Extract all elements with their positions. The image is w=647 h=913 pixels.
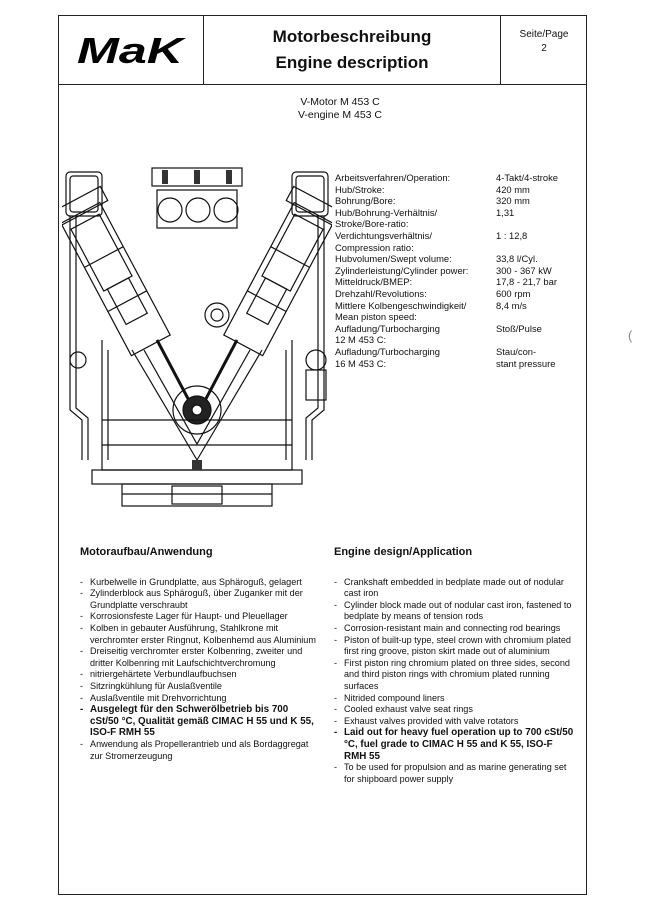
list-item: - nitriergehärtete Verbundlaufbuchsen <box>80 669 318 681</box>
header-title <box>204 15 501 84</box>
page-label: Seite/Page <box>519 29 569 40</box>
feature-list-german <box>80 577 318 763</box>
spec-row <box>335 253 585 265</box>
engine-model-de: V-Motor M 453 C <box>300 96 380 108</box>
section-heading-german: Motoraufbau/Anwendung <box>80 546 213 558</box>
spec-table <box>335 172 585 369</box>
list-item: - Cylinder block made out of nodular cast iron, fastened to bedplate by means of tension rods <box>334 600 574 623</box>
spec-value: 420 mm <box>496 183 530 195</box>
section-german <box>80 547 318 762</box>
engine-cross-section-drawing <box>62 160 332 510</box>
list-item-highlight: - Laid out for heavy fuel operation up to 700 cSt/50 °C, fuel grade to CIMAC H 55 and K 55, ISO-F RMH 55 <box>334 727 574 762</box>
spec-label: Aufladung/Turbocharging <box>335 322 440 334</box>
list-item: - Corrosion-resistant main and connecting rod bearings <box>334 623 574 635</box>
spec-value: 600 rpm <box>496 287 531 299</box>
spec-label: Hub/Bohrung-Verhältnis/ <box>335 206 438 218</box>
spec-label: Bohrung/Bore: <box>335 195 396 207</box>
list-item: - Korrosionsfeste Lager für Haupt- und Pleuellager <box>80 611 318 623</box>
spec-value: 4-Takt/4-stroke <box>496 172 558 183</box>
spec-label: Stroke/Bore-ratio: <box>335 218 409 230</box>
spec-value <box>496 242 585 254</box>
spec-label: 16 M 453 C: <box>335 357 387 369</box>
spec-label: Compression ratio: <box>335 241 414 253</box>
list-item: - To be used for propulsion and as marine generating set for shipboard power supply <box>334 762 574 785</box>
list-item: - Anwendung als Propellerantrieb und als Bordaggregat zur Stromerzeugung <box>80 739 318 762</box>
list-item: - Sitzringkühlung für Auslaßventile <box>80 681 318 693</box>
spec-label: Aufladung/Turbocharging <box>335 345 440 357</box>
list-item: - Auslaßventile mit Drehvorrichtung <box>80 693 318 705</box>
spec-row <box>335 242 585 254</box>
spec-label: Verdichtungsverhältnis/ <box>335 229 432 241</box>
spec-label: Mean piston speed: <box>335 311 417 323</box>
spec-row <box>335 265 585 277</box>
spec-value: stant pressure <box>496 357 556 369</box>
list-item: - Zylinderblock aus Sphäroguß, über Zuganker mit der Grundplatte verschraubt <box>80 588 318 611</box>
spec-row <box>335 218 585 230</box>
spec-label: 12 M 453 C: <box>335 334 387 346</box>
spec-row <box>335 207 585 219</box>
spec-value: 8,4 m/s <box>496 299 527 311</box>
spec-row <box>335 288 585 300</box>
mak-logo-mark <box>75 33 187 67</box>
logo <box>58 15 204 84</box>
list-item: - Cooled exhaust valve seat rings <box>334 704 574 716</box>
spec-row <box>335 334 585 346</box>
header <box>58 15 587 85</box>
spec-label: Hub/Stroke: <box>335 183 385 195</box>
list-item: - Nitrided compound liners <box>334 693 574 705</box>
scan-margin-mark: ( <box>628 328 633 343</box>
spec-value <box>496 334 585 346</box>
engine-model-en: V-engine M 453 C <box>297 109 383 121</box>
list-item: - Kurbelwelle in Grundplatte, aus Sphäroguß, gelagert <box>80 577 318 589</box>
spec-value: 320 mm <box>496 195 530 207</box>
spec-row <box>335 230 585 242</box>
spec-row <box>335 358 585 370</box>
list-item-highlight: - Ausgelegt für den Schwerölbetrieb bis 700 cSt/50 °C, Qualität gemäß CIMAC H 55 und K 55, ISO-F RMH 55 <box>80 704 318 739</box>
list-item: - Kolben in gebauter Ausführung, Stahlkrone mit verchromter erster Ringnut, Kolbenhemd aus Aluminium <box>80 623 318 646</box>
feature-list-english <box>334 577 574 786</box>
spec-label: Drehzahl/Revolutions: <box>335 287 427 299</box>
list-item: - Exhaust valves provided with valve rotators <box>334 716 574 728</box>
spec-label: Mittlere Kolbengeschwindigkeit/ <box>335 299 467 311</box>
section-heading-english: Engine design/Application <box>334 546 473 558</box>
spec-row <box>335 323 585 335</box>
spec-row <box>335 276 585 288</box>
spec-value: 1 : 12,8 <box>496 229 528 241</box>
page-number: 2 <box>541 43 547 54</box>
spec-row <box>335 195 585 207</box>
list-item: - Crankshaft embedded in bedplate made out of nodular cast iron <box>334 577 574 600</box>
spec-value: 1,31 <box>496 206 515 218</box>
spec-label: Hubvolumen/Swept volume: <box>335 253 452 265</box>
spec-label: Zylinderleistung/Cylinder power: <box>335 264 469 276</box>
page-indicator <box>501 15 587 84</box>
svg-text:MaK: MaK <box>76 32 187 67</box>
section-english <box>334 547 574 785</box>
spec-value <box>496 311 585 323</box>
title-english: Engine description <box>275 52 429 72</box>
spec-value: Stoß/Pulse <box>496 322 542 334</box>
list-item: - First piston ring chromium plated on three sides, second and third piston rings with chromium plated running surfaces <box>334 658 574 693</box>
spec-row <box>335 184 585 196</box>
spec-row <box>335 346 585 358</box>
spec-value: 300 - 367 kW <box>496 264 552 276</box>
spec-row <box>335 172 585 184</box>
spec-value: Stau/con- <box>496 345 537 357</box>
spec-value <box>496 218 585 230</box>
list-item: - Dreiseitig verchromter erster Kolbenring, zweiter und dritter Kolbenring mit Laufschichtverchromung <box>80 646 318 669</box>
spec-value: 33,8 l/Cyl. <box>496 253 538 265</box>
spec-label: Arbeitsverfahren/Operation: <box>335 172 451 183</box>
list-item: - Piston of built-up type, steel crown with chromium plated first ring groove, piston skirt made out of aluminium <box>334 635 574 658</box>
spec-row <box>335 311 585 323</box>
spec-label: Mitteldruck/BMEP: <box>335 276 413 288</box>
title-german: Motorbeschreibung <box>272 26 432 46</box>
spec-value: 17,8 - 21,7 bar <box>496 276 557 288</box>
engine-model <box>240 96 440 122</box>
spec-row <box>335 300 585 312</box>
